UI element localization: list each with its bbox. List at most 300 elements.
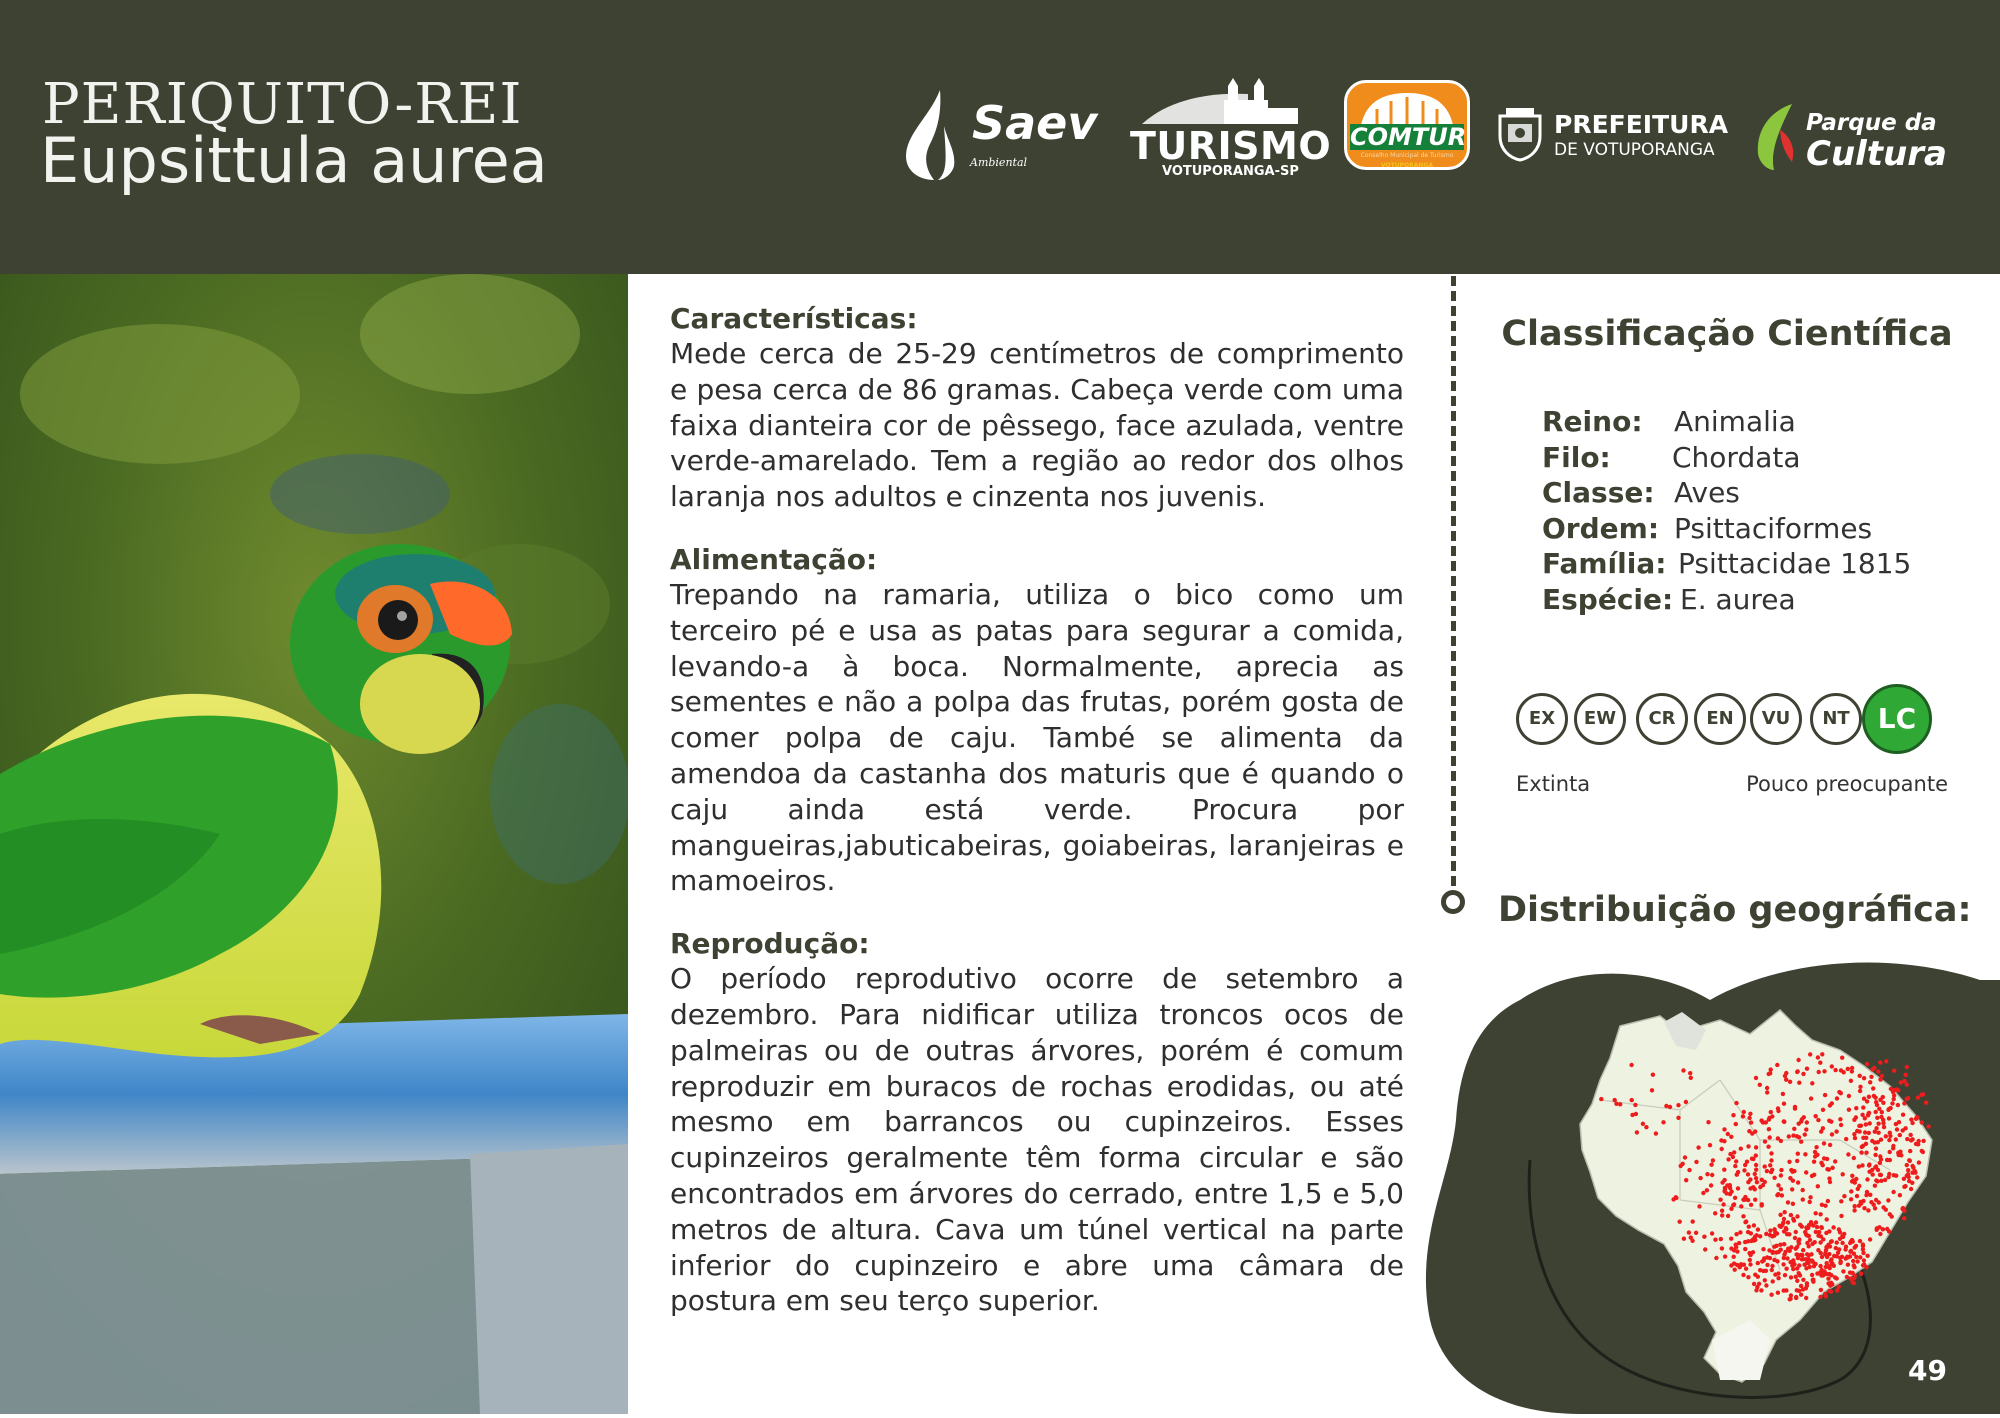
occurrence-point: [1720, 1147, 1724, 1151]
occurrence-point: [1830, 1239, 1834, 1243]
occurrence-point: [1826, 1277, 1830, 1281]
occurrence-point: [1775, 1063, 1779, 1067]
occurrence-point: [1834, 1129, 1838, 1133]
occurrence-point: [1917, 1160, 1921, 1164]
occurrence-point: [1840, 1241, 1844, 1245]
occurrence-point: [1881, 1118, 1885, 1122]
occurrence-point: [1806, 1261, 1810, 1265]
occurrence-point: [1710, 1173, 1714, 1177]
occurrence-point: [1876, 1069, 1880, 1073]
occurrence-point: [1748, 1112, 1752, 1116]
saev-wordmark: Saev: [972, 96, 1098, 150]
occurrence-point: [1830, 1101, 1834, 1105]
occurrence-point: [1849, 1189, 1853, 1193]
occurrence-point: [1720, 1213, 1724, 1217]
occurrence-point: [1868, 1121, 1872, 1125]
occurrence-point: [1802, 1115, 1806, 1119]
occurrence-point: [1841, 1235, 1845, 1239]
occurrence-point: [1860, 1113, 1864, 1117]
occurrence-point: [1915, 1115, 1919, 1119]
occurrence-point: [1926, 1124, 1930, 1128]
occurrence-point: [1618, 1102, 1622, 1106]
occurrence-point: [1866, 1208, 1870, 1212]
occurrence-point: [1732, 1150, 1736, 1154]
occurrence-point: [1721, 1202, 1725, 1206]
occurrence-point: [1723, 1187, 1727, 1191]
occurrence-point: [1870, 1139, 1874, 1143]
occurrence-point: [1742, 1110, 1746, 1114]
occurrence-point: [1796, 1152, 1800, 1156]
occurrence-point: [1772, 1227, 1776, 1231]
divider-end-dot: [1441, 890, 1465, 914]
occurrence-point: [1796, 1180, 1800, 1184]
occurrence-point: [1808, 1052, 1812, 1056]
occurrence-point: [1723, 1254, 1727, 1258]
occurrence-point: [1776, 1192, 1780, 1196]
occurrence-point: [1782, 1252, 1786, 1256]
occurrence-point: [1892, 1069, 1896, 1073]
occurrence-point: [1799, 1140, 1803, 1144]
occurrence-point: [1814, 1114, 1818, 1118]
occurrence-point: [1833, 1159, 1837, 1163]
scale-label-least-concern: Pouco preocupante: [1746, 772, 1948, 796]
occurrence-point: [1793, 1236, 1797, 1240]
occurrence-point: [1797, 1241, 1801, 1245]
occurrence-point: [1761, 1247, 1765, 1251]
occurrence-point: [1788, 1176, 1792, 1180]
status-badge-en: EN: [1694, 693, 1746, 745]
occurrence-point: [1839, 1214, 1843, 1218]
occurrence-point: [1884, 1059, 1888, 1063]
occurrence-point: [1788, 1297, 1792, 1301]
occurrence-point: [1840, 1056, 1844, 1060]
occurrence-point: [1854, 1106, 1858, 1110]
occurrence-point: [1745, 1160, 1749, 1164]
prefeitura-title: PREFEITURA: [1554, 110, 1729, 139]
occurrence-point: [1915, 1175, 1919, 1179]
occurrence-point: [1768, 1228, 1772, 1232]
occurrence-point: [1816, 1055, 1820, 1059]
occurrence-point: [1776, 1291, 1780, 1295]
occurrence-point: [1878, 1173, 1882, 1177]
occurrence-point: [1819, 1234, 1823, 1238]
occurrence-point: [1767, 1072, 1771, 1076]
occurrence-point: [1865, 1062, 1869, 1066]
occurrence-point: [1754, 1076, 1758, 1080]
occurrence-point: [1703, 1247, 1707, 1251]
leaf-icon: [1752, 100, 1804, 172]
occurrence-point: [1781, 1262, 1785, 1266]
occurrence-point: [1838, 1256, 1842, 1260]
occurrence-point: [1783, 1273, 1787, 1277]
occurrence-point: [1921, 1150, 1925, 1154]
occurrence-point: [1782, 1288, 1786, 1292]
occurrence-point: [1752, 1282, 1756, 1286]
occurrence-point: [1837, 1285, 1841, 1289]
occurrence-point: [1776, 1271, 1780, 1275]
occurrence-point: [1865, 1177, 1869, 1181]
occurrence-point: [1684, 1100, 1688, 1104]
occurrence-point: [1754, 1163, 1758, 1167]
occurrence-point: [1781, 1221, 1785, 1225]
occurrence-point: [1892, 1173, 1896, 1177]
occurrence-point: [1671, 1197, 1675, 1201]
occurrence-point: [1839, 1123, 1843, 1127]
occurrence-point: [1708, 1143, 1712, 1147]
occurrence-point: [1825, 1255, 1829, 1259]
occurrence-point: [1818, 1240, 1822, 1244]
status-badge-vu: VU: [1750, 693, 1802, 745]
occurrence-point: [1731, 1113, 1735, 1117]
occurrence-point: [1797, 1081, 1801, 1085]
occurrence-point: [1758, 1083, 1762, 1087]
section-caracteristicas: [670, 302, 1404, 515]
occurrence-point: [1891, 1190, 1895, 1194]
occurrence-point: [1688, 1071, 1692, 1075]
occurrence-point: [1873, 1130, 1877, 1134]
occurrence-point: [1779, 1139, 1783, 1143]
occurrence-point: [1808, 1200, 1812, 1204]
occurrence-point: [1904, 1073, 1908, 1077]
occurrence-point: [1887, 1116, 1891, 1120]
occurrence-point: [1862, 1258, 1866, 1262]
occurrence-point: [1902, 1185, 1906, 1189]
occurrence-point: [1905, 1163, 1909, 1167]
occurrence-point: [1742, 1168, 1746, 1172]
occurrence-point: [1846, 1152, 1850, 1156]
distribution-map: [1420, 940, 2000, 1414]
comtur-subtitle: Conselho Municipal de Turismo: [1360, 152, 1454, 159]
occurrence-point: [1864, 1151, 1868, 1155]
saev-subtitle: Ambiental: [970, 156, 1028, 169]
occurrence-point: [1861, 1105, 1865, 1109]
occurrence-point: [1790, 1187, 1794, 1191]
occurrence-point: [1820, 1226, 1824, 1230]
occurrence-point: [1822, 1141, 1826, 1145]
occurrence-point: [1820, 1255, 1824, 1259]
occurrence-point: [1792, 1218, 1796, 1222]
occurrence-point: [1734, 1243, 1738, 1247]
occurrence-point: [1734, 1101, 1738, 1105]
occurrence-point: [1786, 1247, 1790, 1251]
occurrence-point: [1841, 1172, 1845, 1176]
occurrence-point: [1859, 1271, 1863, 1275]
occurrence-point: [1770, 1114, 1774, 1118]
occurrence-point: [1789, 1275, 1793, 1279]
occurrence-point: [1825, 1217, 1829, 1221]
occurrence-point: [1858, 1255, 1862, 1259]
occurrence-point: [1804, 1296, 1808, 1300]
occurrence-point: [1849, 1079, 1853, 1083]
occurrence-point: [1752, 1223, 1756, 1227]
occurrence-point: [1714, 1256, 1718, 1260]
occurrence-point: [1784, 1267, 1788, 1271]
occurrence-point: [1829, 1120, 1833, 1124]
occurrence-point: [1895, 1087, 1899, 1091]
occurrence-point: [1859, 1150, 1863, 1154]
occurrence-point: [1772, 1176, 1776, 1180]
classification-key: Classe:: [1542, 476, 1655, 510]
occurrence-point: [1734, 1159, 1738, 1163]
occurrence-point: [1905, 1137, 1909, 1141]
occurrence-point: [1835, 1288, 1839, 1292]
occurrence-point: [1848, 1241, 1852, 1245]
scientific-name-title: Eupsittula aurea: [40, 124, 548, 197]
occurrence-point: [1713, 1211, 1717, 1215]
occurrence-point: [1789, 1213, 1793, 1217]
occurrence-point: [1878, 1077, 1882, 1081]
occurrence-point: [1855, 1194, 1859, 1198]
occurrence-point: [1827, 1167, 1831, 1171]
occurrence-point: [1865, 1099, 1869, 1103]
classification-key: Filo:: [1542, 440, 1611, 474]
occurrence-point: [1769, 1110, 1773, 1114]
occurrence-point: [1702, 1235, 1706, 1239]
occurrence-point: [1819, 1288, 1823, 1292]
occurrence-point: [1796, 1253, 1800, 1257]
occurrence-point: [1710, 1231, 1714, 1235]
occurrence-point: [1774, 1250, 1778, 1254]
occurrence-point: [1908, 1159, 1912, 1163]
occurrence-point: [1905, 1174, 1909, 1178]
occurrence-point: [1818, 1264, 1822, 1268]
occurrence-point: [1811, 1278, 1815, 1282]
occurrence-point: [1722, 1168, 1726, 1172]
distribution-title: Distribuição geográfica:: [1498, 890, 1972, 930]
occurrence-point: [1726, 1157, 1730, 1161]
occurrence-point: [1795, 1279, 1799, 1283]
turismo-wordmark: TURISMO: [1130, 124, 1332, 168]
occurrence-point: [1814, 1220, 1818, 1224]
occurrence-point: [1868, 1080, 1872, 1084]
occurrence-point: [1767, 1127, 1771, 1131]
occurrence-point: [1808, 1238, 1812, 1242]
occurrence-point: [1878, 1060, 1882, 1064]
occurrence-point: [1782, 1102, 1786, 1106]
occurrence-point: [1807, 1244, 1811, 1248]
occurrence-point: [1719, 1138, 1723, 1142]
occurrence-point: [1782, 1217, 1786, 1221]
section-alimentacao: [670, 543, 1404, 899]
occurrence-point: [1902, 1216, 1906, 1220]
occurrence-point: [1687, 1168, 1691, 1172]
occurrence-point: [1862, 1206, 1866, 1210]
occurrence-point: [1748, 1253, 1752, 1257]
occurrence-point: [1874, 1178, 1878, 1182]
occurrence-point: [1754, 1153, 1758, 1157]
occurrence-point: [1854, 1177, 1858, 1181]
occurrence-point: [1767, 1117, 1771, 1121]
occurrence-point: [1753, 1198, 1757, 1202]
occurrence-point: [1903, 1126, 1907, 1130]
occurrence-point: [1839, 1199, 1843, 1203]
occurrence-point: [1885, 1158, 1889, 1162]
occurrence-point: [1815, 1271, 1819, 1275]
occurrence-point: [1865, 1254, 1869, 1258]
occurrence-point: [1814, 1145, 1818, 1149]
occurrence-point: [1756, 1261, 1760, 1265]
occurrence-point: [1847, 1108, 1851, 1112]
occurrence-point: [1786, 1220, 1790, 1224]
occurrence-point: [1867, 1163, 1871, 1167]
occurrence-point: [1661, 1120, 1665, 1124]
occurrence-point: [1743, 1247, 1747, 1251]
occurrence-point: [1741, 1114, 1745, 1118]
occurrence-point: [1821, 1163, 1825, 1167]
occurrence-point: [1782, 1119, 1786, 1123]
occurrence-point: [1746, 1144, 1750, 1148]
occurrence-point: [1889, 1087, 1893, 1091]
occurrence-point: [1832, 1254, 1836, 1258]
occurrence-point: [1820, 1203, 1824, 1207]
occurrence-point: [1765, 1090, 1769, 1094]
occurrence-point: [1804, 1225, 1808, 1229]
occurrence-point: [1772, 1245, 1776, 1249]
occurrence-point: [1857, 1124, 1861, 1128]
occurrence-point: [1769, 1293, 1773, 1297]
parque-cultura-logo: [1752, 100, 1962, 180]
occurrence-point: [1842, 1070, 1846, 1074]
occurrence-point: [1867, 1131, 1871, 1135]
occurrence-point: [1599, 1097, 1603, 1101]
occurrence-point: [1794, 1275, 1798, 1279]
occurrence-point: [1718, 1198, 1722, 1202]
occurrence-point: [1787, 1134, 1791, 1138]
occurrence-point: [1855, 1129, 1859, 1133]
occurrence-point: [1753, 1187, 1757, 1191]
occurrence-point: [1894, 1122, 1898, 1126]
occurrence-point: [1809, 1096, 1813, 1100]
occurrence-point: [1835, 1276, 1839, 1280]
occurrence-point: [1803, 1152, 1807, 1156]
occurrence-point: [1830, 1064, 1834, 1068]
occurrence-point: [1752, 1238, 1756, 1242]
occurrence-point: [1845, 1275, 1849, 1279]
occurrence-point: [1746, 1172, 1750, 1176]
occurrence-point: [1905, 1065, 1909, 1069]
occurrence-point: [1852, 1281, 1856, 1285]
occurrence-point: [1765, 1169, 1769, 1173]
occurrence-point: [1644, 1125, 1648, 1129]
occurrence-point: [1784, 1078, 1788, 1082]
occurrence-point: [1676, 1103, 1680, 1107]
occurrence-point: [1916, 1095, 1920, 1099]
occurrence-point: [1875, 1226, 1879, 1230]
occurrence-point: [1746, 1275, 1750, 1279]
occurrence-point: [1878, 1154, 1882, 1158]
occurrence-point: [1754, 1176, 1758, 1180]
occurrence-point: [1810, 1174, 1814, 1178]
occurrence-point: [1884, 1208, 1888, 1212]
occurrence-point: [1853, 1204, 1857, 1208]
occurrence-point: [1864, 1122, 1868, 1126]
occurrence-point: [1748, 1262, 1752, 1266]
occurrence-point: [1873, 1153, 1877, 1157]
occurrence-point: [1870, 1168, 1874, 1172]
occurrence-point: [1753, 1172, 1757, 1176]
classification-value: Animalia: [1674, 405, 1796, 438]
occurrence-point: [1694, 1160, 1698, 1164]
occurrence-point: [1861, 1144, 1865, 1148]
classification-value: Aves: [1674, 476, 1740, 510]
occurrence-point: [1844, 1245, 1848, 1249]
occurrence-point: [1816, 1248, 1820, 1252]
occurrence-point: [1770, 1264, 1774, 1268]
occurrence-point: [1754, 1168, 1758, 1172]
occurrence-point: [1879, 1179, 1883, 1183]
occurrence-point: [1788, 1080, 1792, 1084]
occurrence-point: [1849, 1197, 1853, 1201]
occurrence-point: [1888, 1131, 1892, 1135]
occurrence-point: [1799, 1293, 1803, 1297]
occurrence-point: [1880, 1110, 1884, 1114]
occurrence-point: [1728, 1192, 1732, 1196]
occurrence-point: [1890, 1101, 1894, 1105]
occurrence-point: [1757, 1282, 1761, 1286]
occurrence-point: [1801, 1257, 1805, 1261]
occurrence-point: [1820, 1052, 1824, 1056]
occurrence-point: [1756, 1227, 1760, 1231]
occurrence-point: [1709, 1163, 1713, 1167]
occurrence-point: [1720, 1246, 1724, 1250]
occurrence-point: [1801, 1188, 1805, 1192]
occurrence-point: [1850, 1174, 1854, 1178]
occurrence-point: [1681, 1162, 1685, 1166]
conservation-status-scale: [1516, 684, 1936, 754]
section-body: Mede cerca de 25-29 centímetros de comprimento e pesa cerca de 86 gramas. Cabeça verde com uma faixa dianteira cor de pêssego, face azulada, ventre verde-amarelado. Tem a região ao redor dos olhos laranja nos adultos e cinzenta nos juvenis.: [670, 337, 1404, 514]
classification-value: Psittacidae 1815: [1678, 547, 1912, 581]
occurrence-point: [1744, 1267, 1748, 1271]
occurrence-point: [1794, 1230, 1798, 1234]
description-column: [670, 302, 1404, 1347]
occurrence-point: [1739, 1147, 1743, 1151]
occurrence-point: [1754, 1288, 1758, 1292]
classification-title: Classificação Científica: [1501, 314, 1953, 354]
occurrence-point: [1814, 1230, 1818, 1234]
occurrence-point: [1838, 1261, 1842, 1265]
occurrence-point: [1895, 1127, 1899, 1131]
status-badge-cr: CR: [1636, 693, 1688, 745]
occurrence-point: [1812, 1160, 1816, 1164]
occurrence-point: [1861, 1242, 1865, 1246]
occurrence-point: [1722, 1127, 1726, 1131]
occurrence-point: [1837, 1090, 1841, 1094]
status-badge-lc-active: LC: [1862, 684, 1932, 754]
occurrence-point: [1790, 1170, 1794, 1174]
occurrence-point: [1726, 1132, 1730, 1136]
occurrence-point: [1816, 1184, 1820, 1188]
occurrence-point: [1804, 1266, 1808, 1270]
occurrence-point: [1769, 1151, 1773, 1155]
occurrence-point: [1875, 1116, 1879, 1120]
occurrence-point: [1897, 1153, 1901, 1157]
occurrence-point: [1852, 1265, 1856, 1269]
occurrence-point: [1733, 1196, 1737, 1200]
occurrence-point: [1729, 1207, 1733, 1211]
occurrence-point: [1885, 1227, 1889, 1231]
occurrence-point: [1871, 1172, 1875, 1176]
occurrence-point: [1783, 1074, 1787, 1078]
occurrence-point: [1816, 1118, 1820, 1122]
occurrence-point: [1791, 1258, 1795, 1262]
occurrence-point: [1738, 1230, 1742, 1234]
occurrence-point: [1896, 1103, 1900, 1107]
occurrence-point: [1779, 1187, 1783, 1191]
occurrence-point: [1826, 1243, 1830, 1247]
occurrence-point: [1856, 1187, 1860, 1191]
status-badge-ex: EX: [1516, 693, 1568, 745]
occurrence-point: [1851, 1259, 1855, 1263]
